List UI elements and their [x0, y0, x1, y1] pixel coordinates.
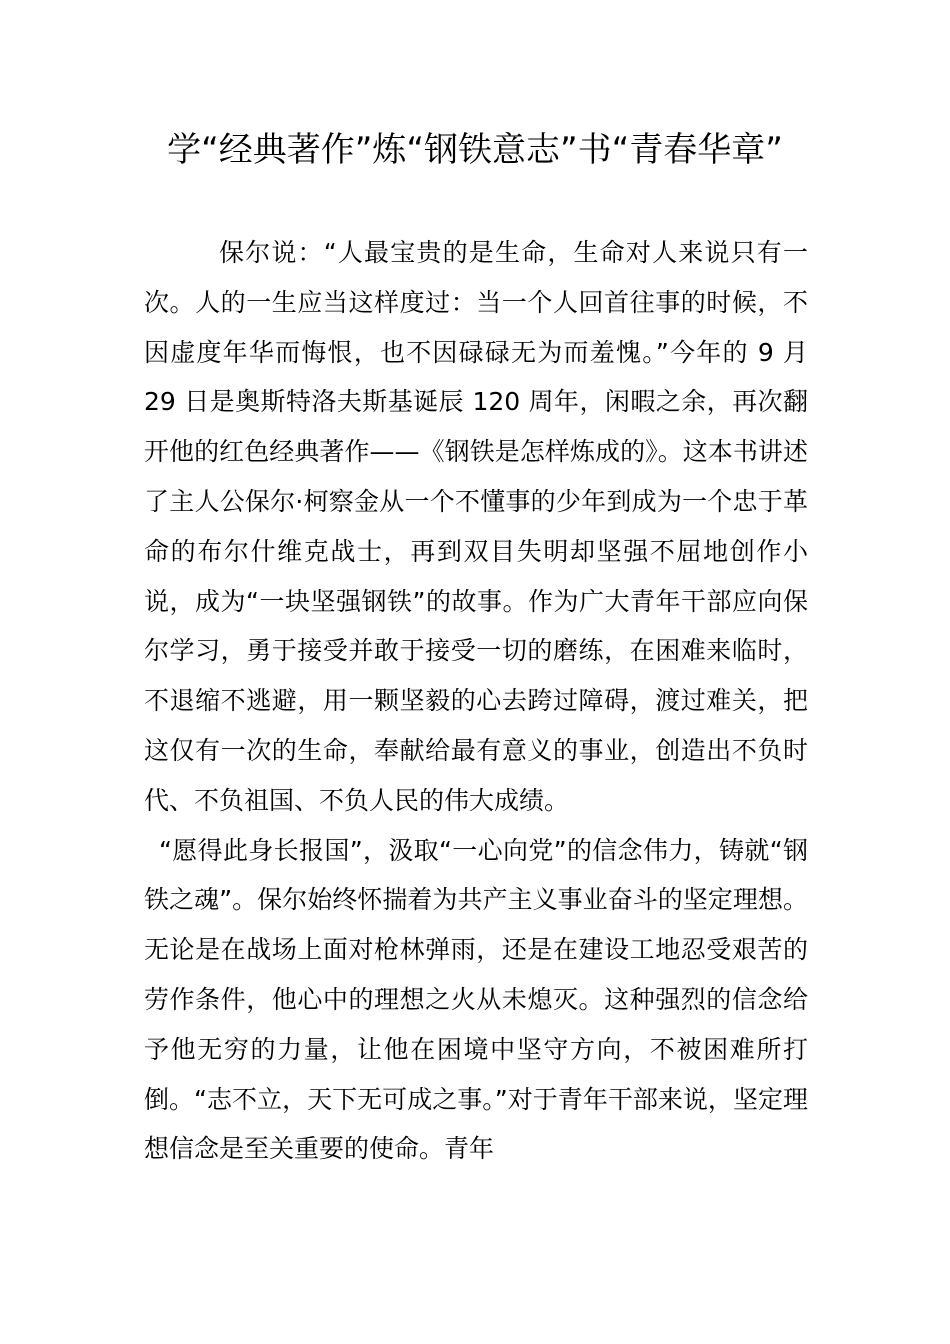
document-title: 学“经典著作”炼“钢铁意志”书“青春华章”: [167, 130, 783, 170]
document-body: [144, 228, 808, 1174]
paragraph: “愿得此身长报国”，汲取“一心向党”的信念伟力，铸就“钢铁之魂”。保尔始终怀揣着为共产主义事业奋斗的坚定理想。无论是在战场上面对枪林弹雨，还是在建设工地忍受艰苦的劳作条件，他心中的理想之火从未熄灭。这种强烈的信念给予他无穷的力量，让他在困境中坚守方向，不被困难所打倒。“志不立，天下无可成之事。”对于青年干部来说，坚定理想信念是至关重要的使命。青年: [144, 835, 808, 1164]
paragraph: 保尔说：“人最宝贵的是生命，生命对人来说只有一次。人的一生应当这样度过：当一个人回首往事的时候，不因虚度年华而悔恨，也不因碌碌无为而羞愧。”今年的 9 月 29 日是奥斯特洛夫斯基诞辰 120 周年，闲暇之余，再次翻开他的红色经典著作——《钢铁是怎样炼成的》。这本书讲述了主人公保尔·柯察金从一个不懂事的少年到成为一个忠于革命的布尔什维克战士，再到双目失明却坚强不屈地创作小说，成为“一块坚强钢铁”的故事。作为广大青年干部应向保尔学习，勇于接受并敢于接受一切的磨练，在困难来临时，不退缩不逃避，用一颗坚毅的心去跨过障碍，渡过难关，把这仅有一次的生命，奉献给最有意义的事业，创造出不负时代、不负祖国、不负人民的伟大成绩。: [144, 238, 808, 815]
